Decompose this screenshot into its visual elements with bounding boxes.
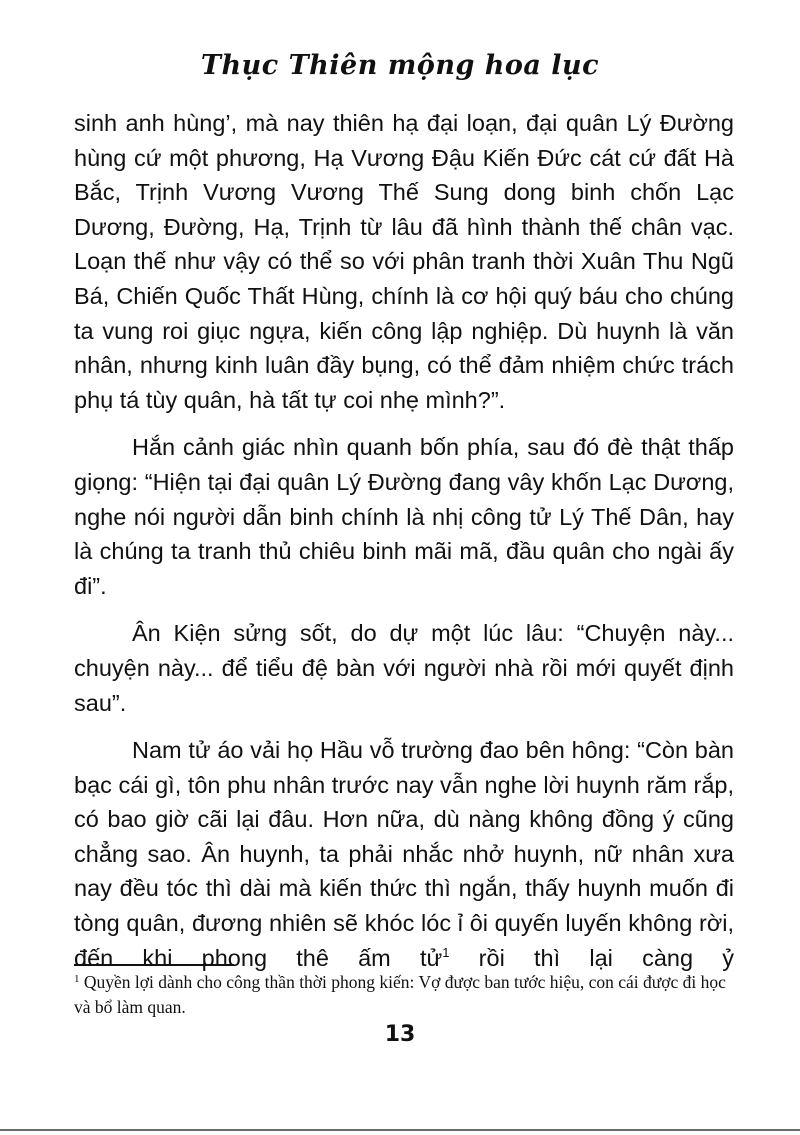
paragraph-text: Nam tử áo vải họ Hầu vỗ trường đao bên hông: “Còn bàn bạc cái gì, tôn phu nhân trước nay vẫn nghe lời huynh răm rắp, có bao giờ cãi lại đâu. Hơn nữa, dù nàng không đồng ý cũng chẳng sao. Ân huynh, ta phải nhắc nhở huynh, nữ nhân xưa nay đều tóc thì dài mà kiến thức thì ngắn, thấy huynh muốn đi tòng quân, đương nhiên sẽ khóc lóc ỉ ôi quyến luyến không rời, đến khi phong thê ấm tử bbox=[74, 737, 734, 971]
footnote bbox=[74, 970, 738, 1020]
paragraph: Ân Kiện sửng sốt, do dự một lúc lâu: “Chuyện này... chuyện này... để tiểu đệ bàn với người nhà rồi mới quyết định sau”. bbox=[74, 620, 734, 716]
page-number: 13 bbox=[384, 1022, 416, 1047]
running-header-title: Thục Thiên mộng hoa lục bbox=[200, 50, 600, 81]
page-bottom-edge bbox=[0, 1129, 800, 1131]
paragraph-continued: sinh anh hùng’, mà nay thiên hạ đại loạn, đại quân Lý Đường hùng cứ một phương, Hạ Vương Đậu Kiến Đức cát cứ đất Hà Bắc, Trịnh Vương Vương Thế Sung dong binh chốn Lạc Dương, Đường, Hạ, Trịnh từ lâu đã hình thành thế chân vạc. Loạn thế như vậy có thể so với phân tranh thời Xuân Thu Ngũ Bá, Chiến Quốc Thất Hùng, chính là cơ hội quý báu cho chúng ta vung roi giục ngựa, kiến công lập nghiệp. Dù huynh là văn nhân, nhưng kinh luân đầy bụng, có thể đảm nhiệm chức trách phụ tá tùy quân, hà tất tự coi nhẹ mình?”. bbox=[74, 110, 734, 413]
footnote-divider bbox=[74, 964, 234, 966]
paragraph: Hắn cảnh giác nhìn quanh bốn phía, sau đó đè thật thấp giọng: “Hiện tại đại quân Lý Đường đang vây khốn Lạc Dương, nghe nói người dẫn binh chính là nhị công tử Lý Thế Dân, hay là chúng ta tranh thủ chiêu binh mãi mã, đầu quân cho ngài ấy đi”. bbox=[74, 434, 734, 599]
footnote-reference[interactable]: 1 bbox=[442, 944, 450, 960]
paragraph-text-tail: rồi thì lại càng ỷ bbox=[449, 944, 734, 971]
footnote-marker: 1 bbox=[74, 973, 80, 985]
paragraph-with-footnote bbox=[74, 733, 734, 975]
body-text bbox=[74, 106, 734, 975]
footnote-text: Quyền lợi dành cho công thần thời phong kiến: Vợ được ban tước hiệu, con cái được đi học và bổ làm quan. bbox=[74, 972, 726, 1017]
